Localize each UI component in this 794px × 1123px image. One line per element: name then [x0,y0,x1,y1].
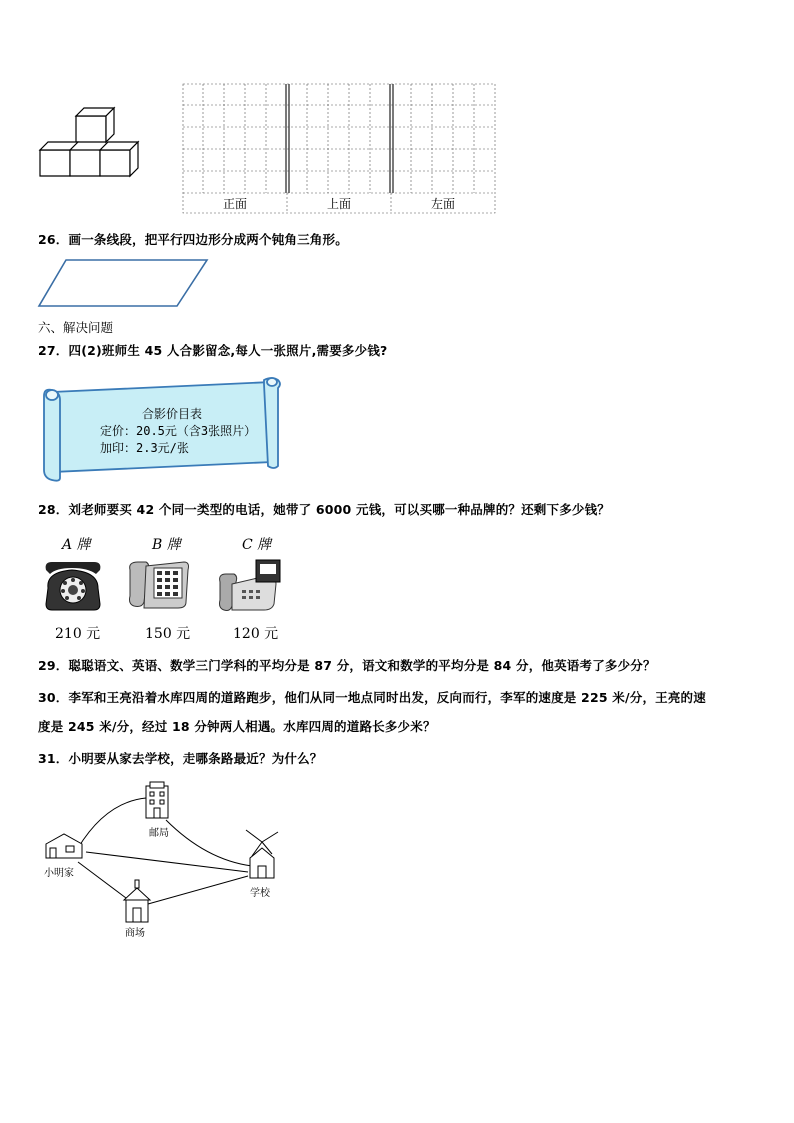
brand-a-label: A 牌 [62,537,91,553]
house-icon [46,834,82,858]
fax-phone-icon [216,556,286,614]
brand-c-price: 120 元 [233,626,279,642]
brand-b-price: 150 元 [145,626,191,642]
label-front-view: 正面 [222,197,247,211]
parallelogram [36,257,212,309]
question-27: 27．四(2)班师生 45 人合影留念,每人一张照片,需要多少钱? [38,343,388,358]
label-school: 学校 [250,888,270,899]
question-31: 31．小明要从家去学校，走哪条路最近？为什么？ [38,751,323,766]
section-title: 六、解决问题 [38,320,114,335]
question-28: 28．刘老师要买 42 个同一类型的电话，她带了 6000 元钱，可以买哪一种品牌的？还剩下多少钱？ [38,502,610,517]
brand-a-price: 210 元 [55,626,101,642]
label-post-office: 邮局 [149,828,169,839]
rotary-phone-icon [42,558,104,614]
question-26: 26．画一条线段，把平行四边形分成两个钝角三角形。 [38,232,348,247]
brand-b-label: B 牌 [152,537,181,553]
keypad-phone-icon [126,556,192,612]
school-icon [246,830,278,878]
scroll-title: 合影价目表 [142,407,203,421]
label-top-view: 上面 [326,197,351,211]
scroll-line-price: 定价：20.5元（含3张照片） [100,424,257,438]
label-left-view: 左面 [430,197,455,211]
label-home: 小明家 [44,868,74,879]
cube-stack-figure [36,104,144,184]
question-29: 29．聪聪语文、英语、数学三门学科的平均分是 87 分，语文和数学的平均分是 84 分，他英语考了多少分？ [38,658,656,673]
brand-c-label: C 牌 [242,537,272,553]
route-map [36,780,286,940]
scroll-line-extra: 加印：2.3元/张 [100,441,189,455]
question-30-line2: 度是 245 米/分，经过 18 分钟两人相遇。水库四周的道路长多少米？ [38,719,436,734]
label-mall: 商场 [125,928,145,939]
post-office-icon [146,782,168,818]
question-30-line1: 30．李军和王亮沿着水库四周的道路跑步，他们从同一地点同时出发，反向而行，李军的速度是 225 米/分，王亮的速 [38,690,706,705]
mall-icon [124,880,150,922]
